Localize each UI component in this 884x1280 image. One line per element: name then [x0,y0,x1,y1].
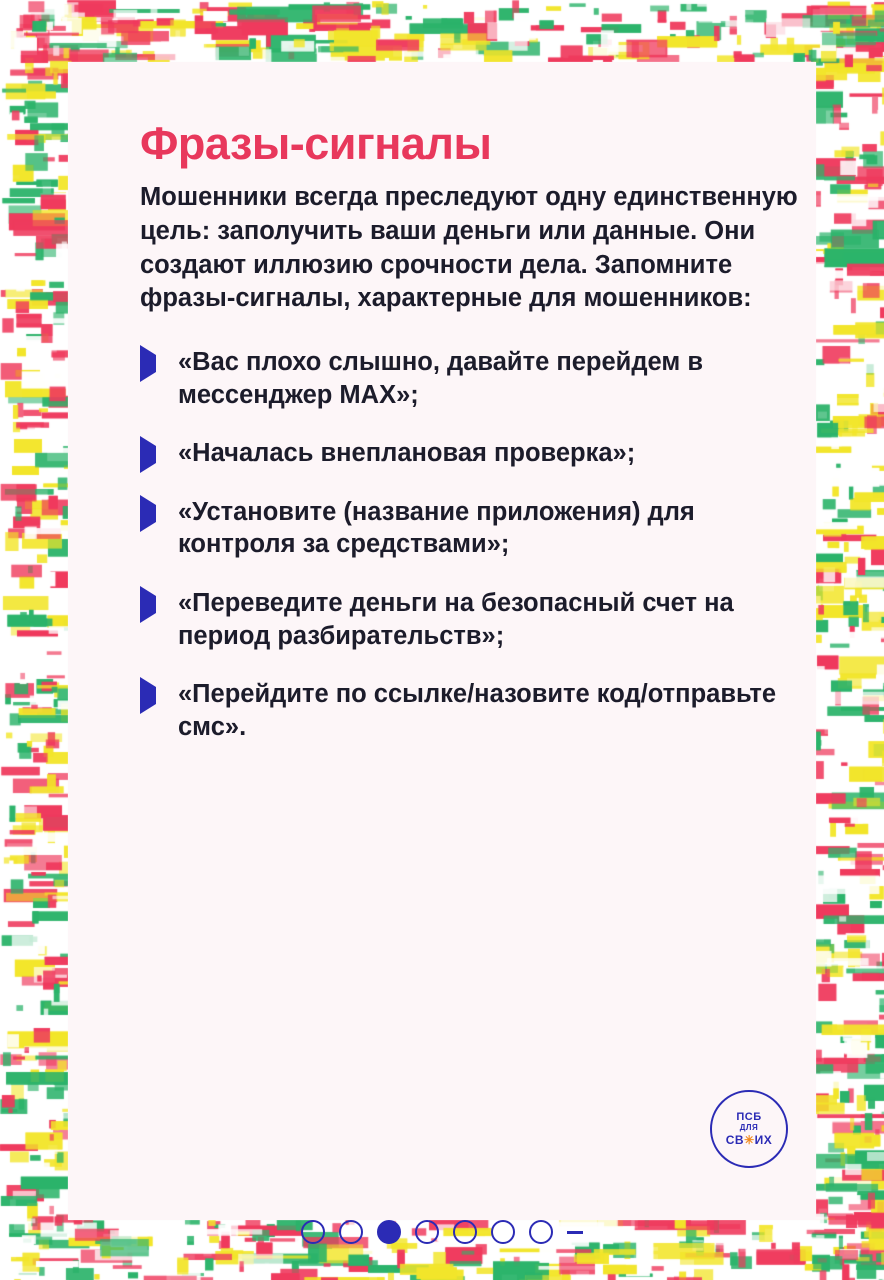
content-area [140,120,840,770]
pagination-dot-3[interactable] [377,1220,401,1244]
triangle-bullet-icon [140,355,166,373]
logo-line-2: ДЛЯ [739,1123,759,1133]
list-item-label: «Перейдите по ссылке/назовите код/отправьте смс». [178,680,777,741]
pagination-dots[interactable] [0,1220,884,1244]
pagination-tail [567,1231,583,1234]
list-item-label: «Установите (название приложения) для контроля за средствами»; [178,497,695,559]
psb-logo [710,1090,788,1168]
page-title: Фразы-сигналы [140,118,492,169]
logo-line-3-before: СВ [725,1132,745,1147]
triangle-bullet-icon [140,596,166,614]
list-item [140,437,840,470]
triangle-bullet-icon [140,505,166,523]
pagination-dot-5[interactable] [453,1220,477,1244]
signal-phrases-list [140,346,840,744]
list-item [140,346,840,411]
pagination-dot-7[interactable] [529,1220,553,1244]
triangle-bullet-icon [140,446,166,464]
logo-line-3 [726,1134,773,1147]
list-item [140,678,840,743]
list-item-label: «Переведите деньги на безопасный счет на период разбирательств»; [178,589,734,650]
pagination-dot-2[interactable] [339,1220,363,1244]
intro-paragraph: Мошенники всегда преследуют одну единственную цель: заполучить ваши деньги или данные. Они создают иллюзию срочности дела. Запомните фразы-сигналы, характерные для мошенников: [140,183,798,313]
list-item [140,587,840,652]
list-item [140,496,840,561]
triangle-bullet-icon [140,687,166,705]
pagination-dot-1[interactable] [301,1220,325,1244]
star-icon: ✳ [744,1132,755,1147]
list-item-label: «Началась внеплановая проверка»; [178,439,636,468]
list-item-label: «Вас плохо слышно, давайте перейдем в мессенджер MAX»; [178,347,704,409]
pagination-dot-6[interactable] [491,1220,515,1244]
logo-line-3-after: ИХ [754,1132,773,1147]
logo-line-1: ПСБ [736,1111,762,1124]
pagination-dot-4[interactable] [415,1220,439,1244]
